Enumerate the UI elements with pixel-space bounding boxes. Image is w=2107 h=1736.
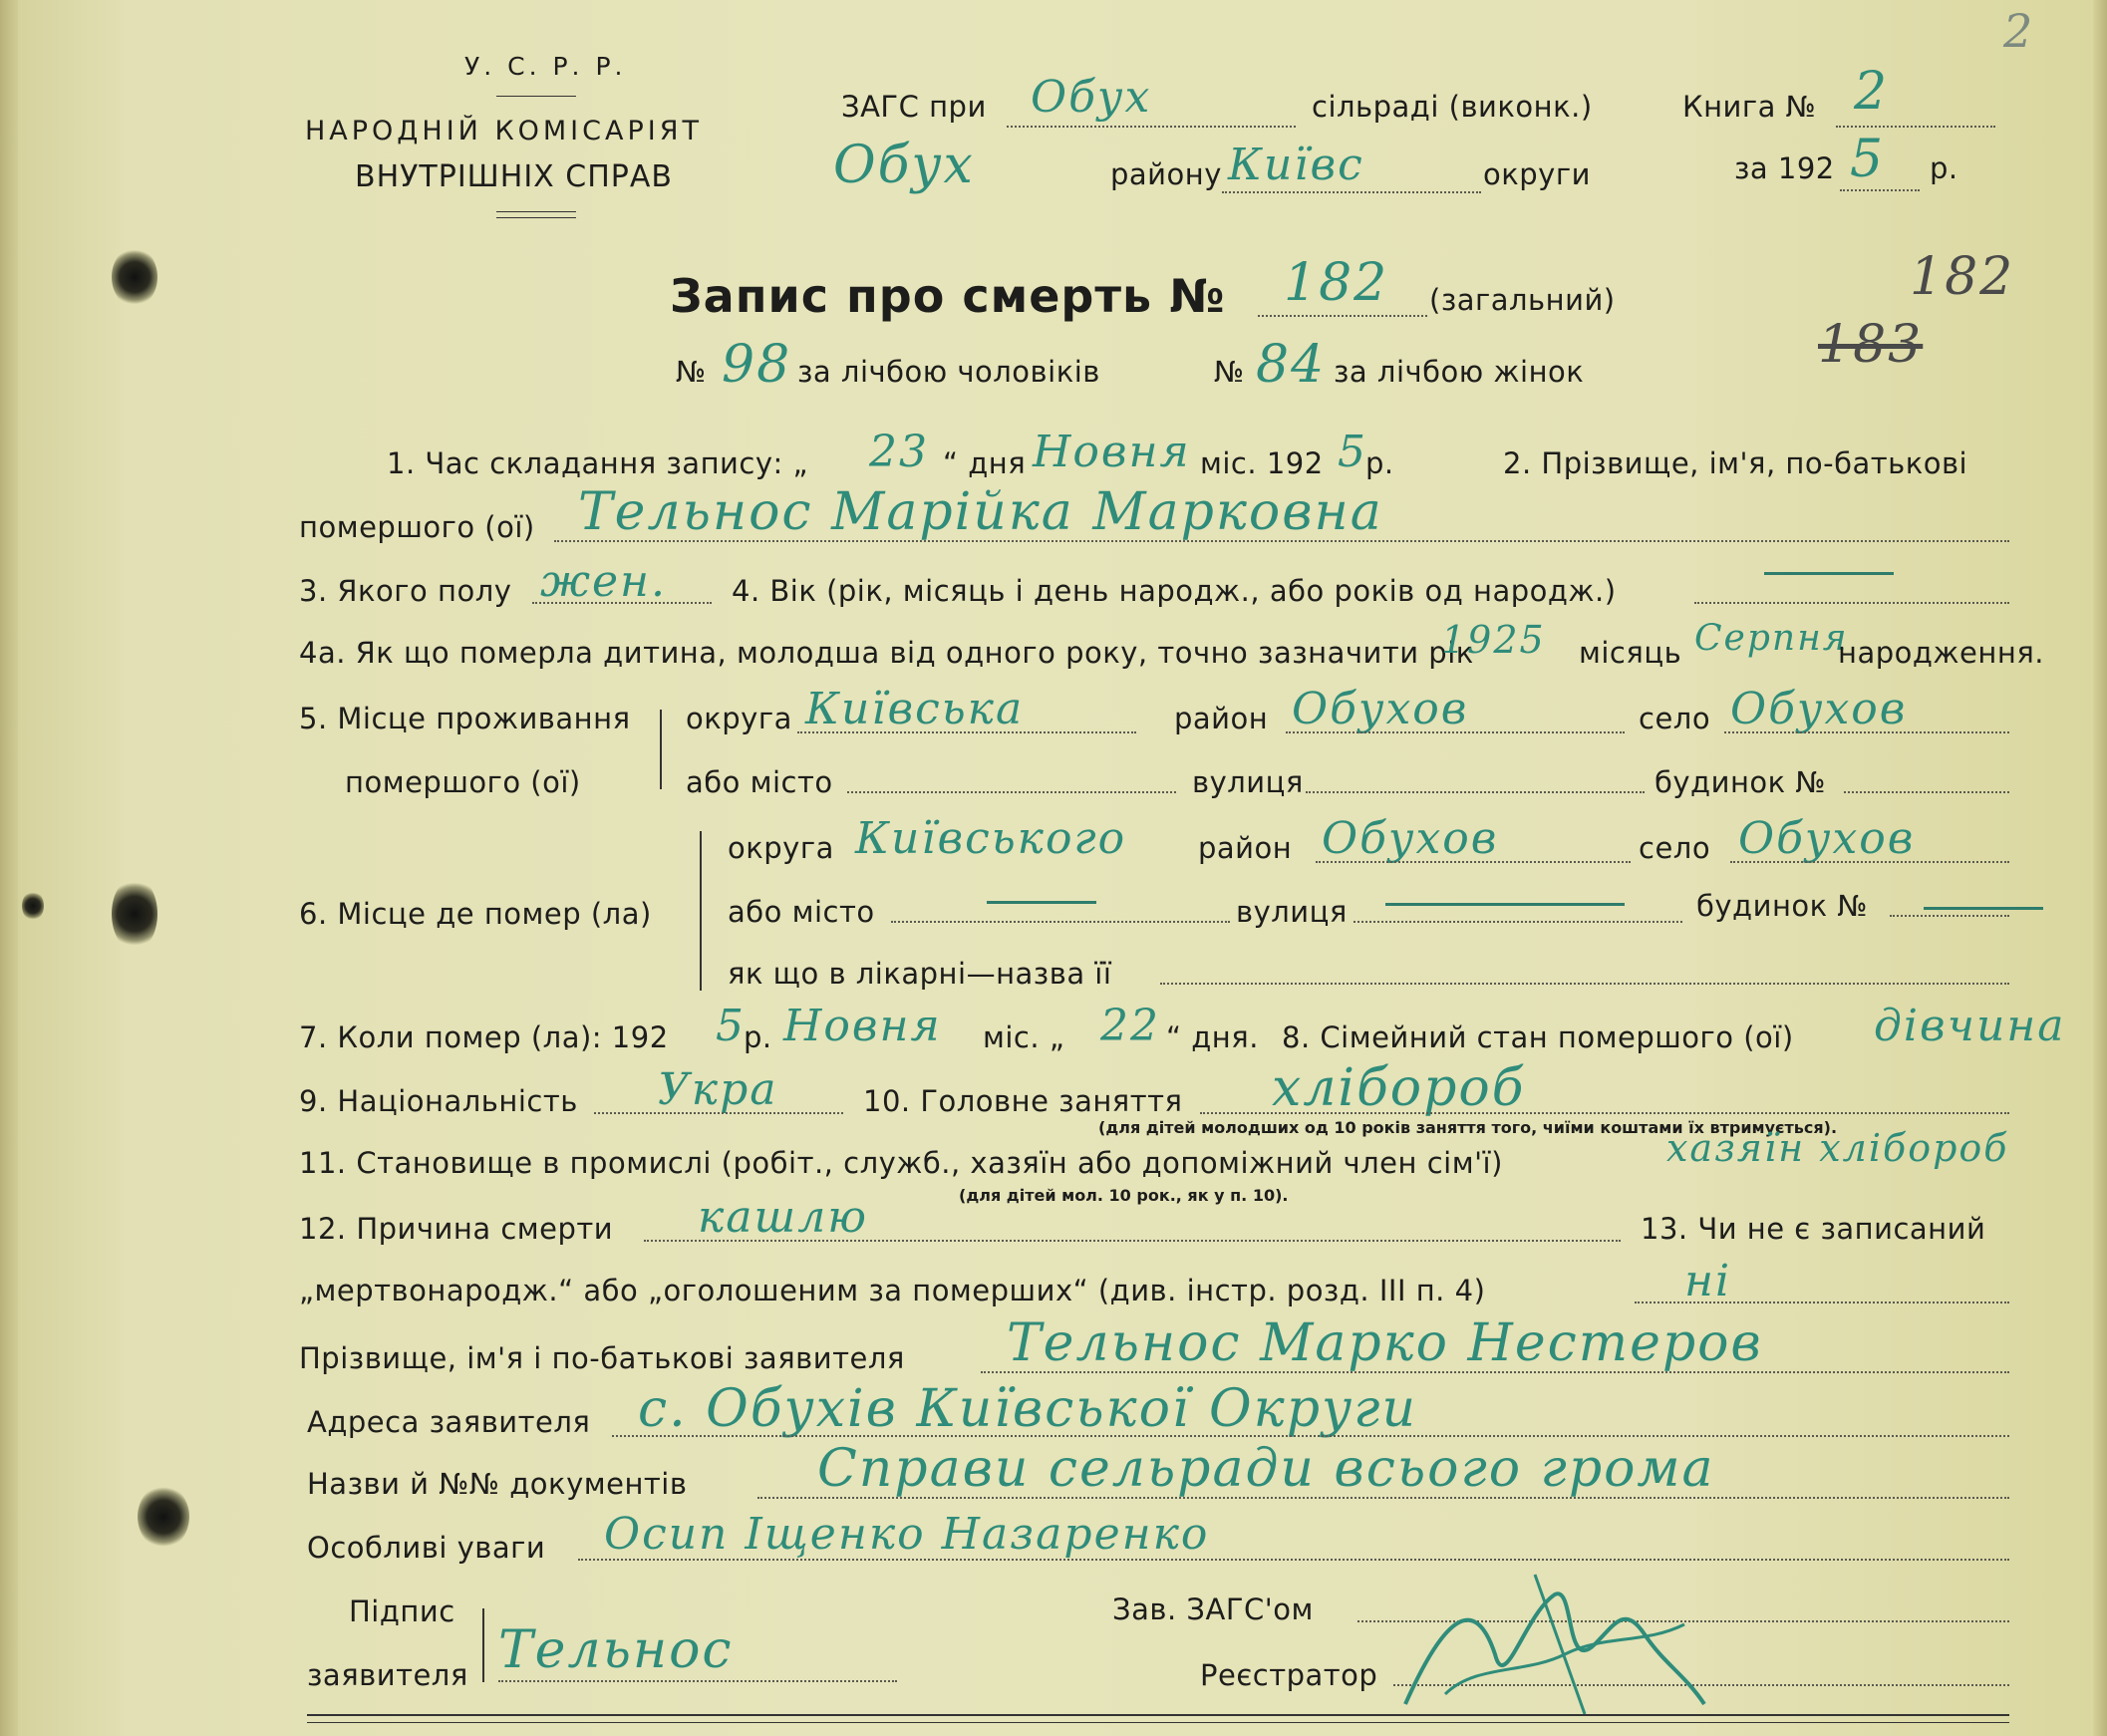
field-5-misto-line: [847, 791, 1176, 793]
field-3-value: жен.: [540, 556, 668, 607]
commissariat-line-1: НАРОДНІЙ КОМІСАРІЯТ: [305, 116, 703, 146]
field-4-dash: [1764, 572, 1894, 575]
field-5-label-cont: помершого (ої): [345, 765, 581, 799]
head-label: Зав. ЗАГС'ом: [1112, 1592, 1314, 1626]
field-6-misto-dash: [987, 901, 1096, 904]
binder-hole-3: [138, 1485, 189, 1549]
bottom-rule-1: [307, 1714, 2009, 1716]
field-5-rayon: Обухов: [1292, 684, 1469, 734]
field-13-label: 13. Чи не є записаний: [1641, 1212, 1986, 1246]
book-value: 2: [1854, 62, 1890, 122]
declarant-signature-label-2: заявителя: [307, 1658, 468, 1692]
declarant-signature-label-1: Підпис: [349, 1594, 455, 1628]
documents-line: [757, 1497, 2009, 1499]
margin-number: 182: [1910, 247, 2015, 307]
field-7-month-suffix: міс. „: [983, 1020, 1065, 1054]
field-10-label: 10. Головне заняття: [863, 1084, 1183, 1118]
header-rule-3: [496, 217, 576, 218]
field-2-label-cont: помершого (ої): [299, 510, 535, 544]
field-6-rayon: Обухов: [1322, 813, 1499, 864]
women-prefix: №: [1214, 355, 1245, 389]
field-6-budynok-label: будинок №: [1696, 889, 1869, 923]
district-label: району: [1110, 157, 1222, 191]
women-number: 84: [1256, 335, 1327, 395]
documents-value: Справи сельради всього грома: [817, 1439, 1715, 1499]
field-7-year-suffix: р.: [744, 1020, 772, 1054]
paper-edge-right: [2093, 0, 2107, 1736]
binder-hole-2: [112, 877, 157, 951]
declarant-address-label: Адреса заявителя: [307, 1405, 591, 1439]
zags-line: [1007, 126, 1296, 128]
field-12-line: [644, 1240, 1621, 1242]
binder-hole-1: [112, 247, 157, 307]
registrar-label: Реєстратор: [1200, 1658, 1378, 1692]
header-rule-2: [496, 211, 576, 212]
field-11-value: хазяїн хлібороб: [1666, 1126, 2009, 1170]
paper-edge-left: [0, 0, 18, 1736]
year-line: [1840, 189, 1920, 191]
general-label: (загальний): [1429, 283, 1616, 317]
declarant-address-line: [612, 1435, 2009, 1437]
field-6-misto-label: або місто: [728, 895, 875, 929]
republic-abbr: У. С. Р. Р.: [464, 52, 627, 81]
declarant-name-line: [981, 1371, 2009, 1373]
field-7-month: Новня: [783, 1001, 942, 1051]
record-title: Запис про смерть №: [670, 269, 1226, 323]
men-number: 98: [722, 335, 792, 395]
field-7-year: 5: [716, 1001, 746, 1051]
field-11-label: 11. Становище в промислі (робіт., служб., хазяїн або допоміжний член сім'ї): [299, 1146, 1503, 1180]
field-3-label: 3. Якого полу: [299, 574, 512, 608]
declarant-signature: Тельнос: [498, 1620, 734, 1680]
men-label: за лічбою чоловіків: [797, 355, 1100, 389]
remarks-line: [578, 1559, 2009, 1561]
field-6-vulytsia-dash: [1385, 903, 1625, 906]
zags-value: Обух: [1031, 72, 1152, 123]
declarant-name-label: Прізвище, ім'я і по-батькові заявителя: [299, 1341, 905, 1375]
field-5-brace: [660, 710, 662, 789]
declarant-signature-line: [498, 1680, 897, 1682]
header-rule-1: [496, 96, 576, 97]
field-9-value: Укра: [658, 1064, 778, 1115]
field-7-day: 22: [1100, 1001, 1160, 1051]
field-12-label: 12. Причина смерти: [299, 1212, 614, 1246]
binder-hole-small: [22, 891, 44, 921]
field-1-month-suffix: міс. 192: [1200, 446, 1324, 480]
documents-label: Назви й №№ документів: [307, 1467, 688, 1501]
field-5-rayon-label: район: [1174, 702, 1269, 735]
field-6-vulytsia-line: [1354, 921, 1682, 923]
field-4a-label: 4а. Як що померла дитина, молодша від одного року, точно зазначити рік: [299, 636, 1474, 670]
field-3-line: [532, 602, 712, 604]
field-7-label: 7. Коли помер (ла): 192: [299, 1020, 669, 1054]
field-13-line: [1635, 1302, 2009, 1303]
corner-page-mark: 2: [2003, 4, 2035, 58]
district-line: [1222, 191, 1481, 193]
field-6-okruha: Київського: [855, 813, 1127, 864]
field-6-budynok-dash: [1924, 907, 2043, 910]
field-6-rayon-line: [1316, 861, 1631, 863]
field-12-value: кашлю: [698, 1192, 868, 1243]
field-4-label: 4. Вік (рік, місяць і день народж., або років од народж.): [732, 574, 1617, 608]
field-6-brace: [700, 831, 702, 991]
field-10-line: [1200, 1112, 2009, 1114]
district-value: Київс: [1228, 140, 1364, 190]
field-6-misto-line: [891, 921, 1230, 923]
field-5-budynok-label: будинок №: [1655, 765, 1827, 799]
field-6-label: 6. Місце де помер (ла): [299, 897, 652, 931]
field-4a-month: Серпня: [1694, 618, 1849, 659]
field-5-selo-label: село: [1639, 702, 1711, 735]
field-1-day-suffix: “ дня: [943, 446, 1027, 480]
book-label: Книга №: [1682, 90, 1817, 124]
field-1-year-suffix: р.: [1365, 446, 1394, 480]
field-6-selo: Обухов: [1738, 813, 1916, 864]
deceased-name-line: [554, 540, 2009, 542]
field-5-selo-line: [1724, 731, 2009, 733]
field-4a-year: 1925: [1441, 618, 1546, 662]
field-5-okruha: Київська: [805, 684, 1025, 734]
field-6-selo-line: [1730, 861, 2009, 863]
bottom-rule-2: [307, 1722, 2009, 1723]
field-5-vulytsia-line: [1306, 791, 1645, 793]
book-line: [1836, 126, 1995, 128]
field-5-misto-label: або місто: [686, 765, 833, 799]
field-5-selo: Обухов: [1730, 684, 1908, 734]
field-4-line: [1694, 602, 2009, 604]
year-suffix: р.: [1930, 151, 1958, 185]
field-13-label-cont: „мертвонародж.“ або „оголошеним за померших“ (див. інстр. розд. III п. 4): [299, 1274, 1486, 1307]
field-4a-suffix: народження.: [1838, 636, 2044, 670]
field-2-label: 2. Прізвище, ім'я, по-батькові: [1503, 446, 1968, 480]
field-6-hospital-label: як що в лікарні—назва її: [728, 957, 1112, 991]
signature-brace: [482, 1608, 484, 1682]
remarks-value: Осип Іщенко Назаренко: [604, 1509, 1210, 1560]
council-label: сільраді (виконк.): [1312, 90, 1593, 124]
declarant-name: Тельнос Марко Нестеров: [1007, 1313, 1763, 1373]
margin-struck-number: 183: [1818, 315, 1924, 375]
remarks-label: Особливі уваги: [307, 1531, 546, 1565]
field-8-value: дівчина: [1874, 1001, 2066, 1051]
okruha-label: округи: [1483, 157, 1591, 191]
deceased-name: Тельнос Марійка Марковна: [578, 482, 1383, 542]
place-value: Обух: [833, 136, 975, 195]
field-5-vulytsia-label: вулиця: [1192, 765, 1304, 799]
field-5-budynok-line: [1844, 791, 2009, 793]
commissariat-line-2: ВНУТРІШНІХ СПРАВ: [355, 159, 673, 194]
field-5-okruha-line: [797, 731, 1136, 733]
year-value: 5: [1850, 130, 1886, 189]
declarant-address: с. Обухів Київської Округи: [638, 1379, 1417, 1439]
record-number-line: [1258, 315, 1427, 317]
field-6-rayon-label: район: [1198, 831, 1293, 865]
field-1-month: Новня: [1033, 427, 1191, 477]
field-5-label: 5. Місце проживання: [299, 702, 631, 735]
field-6-vulytsia-label: вулиця: [1236, 895, 1348, 929]
field-1-label: 1. Час складання запису: „: [387, 446, 808, 480]
field-1-year: 5: [1338, 427, 1367, 477]
field-6-budynok-line: [1890, 915, 2009, 917]
field-6-hospital-line: [1160, 983, 2009, 985]
field-9-label: 9. Національність: [299, 1084, 578, 1118]
zags-label: ЗАГС при: [841, 90, 987, 124]
women-label: за лічбою жінок: [1334, 355, 1585, 389]
record-number: 182: [1284, 253, 1389, 313]
field-5-rayon-line: [1286, 731, 1625, 733]
year-label: за 192: [1734, 151, 1835, 185]
field-6-selo-label: село: [1639, 831, 1711, 865]
field-10-note: (для дітей молодших од 10 років заняття того, чиїми коштами їх втримується).: [1098, 1118, 1838, 1137]
men-prefix: №: [676, 355, 707, 389]
field-9-line: [594, 1112, 843, 1114]
field-6-okruha-label: округа: [728, 831, 834, 865]
field-5-okruha-label: округа: [686, 702, 792, 735]
field-4a-month-label: місяць: [1579, 636, 1682, 670]
field-1-day: 23: [869, 427, 929, 477]
field-10-value: хлібороб: [1272, 1058, 1526, 1118]
field-13-value: ні: [1684, 1256, 1732, 1306]
registrar-signature-mark: [1385, 1555, 1724, 1724]
field-7-day-suffix: “ дня.: [1166, 1020, 1259, 1054]
field-8-label: 8. Сімейний стан помершого (ої): [1282, 1020, 1794, 1054]
field-11-note: (для дітей мол. 10 рок., як у п. 10).: [959, 1186, 1289, 1205]
